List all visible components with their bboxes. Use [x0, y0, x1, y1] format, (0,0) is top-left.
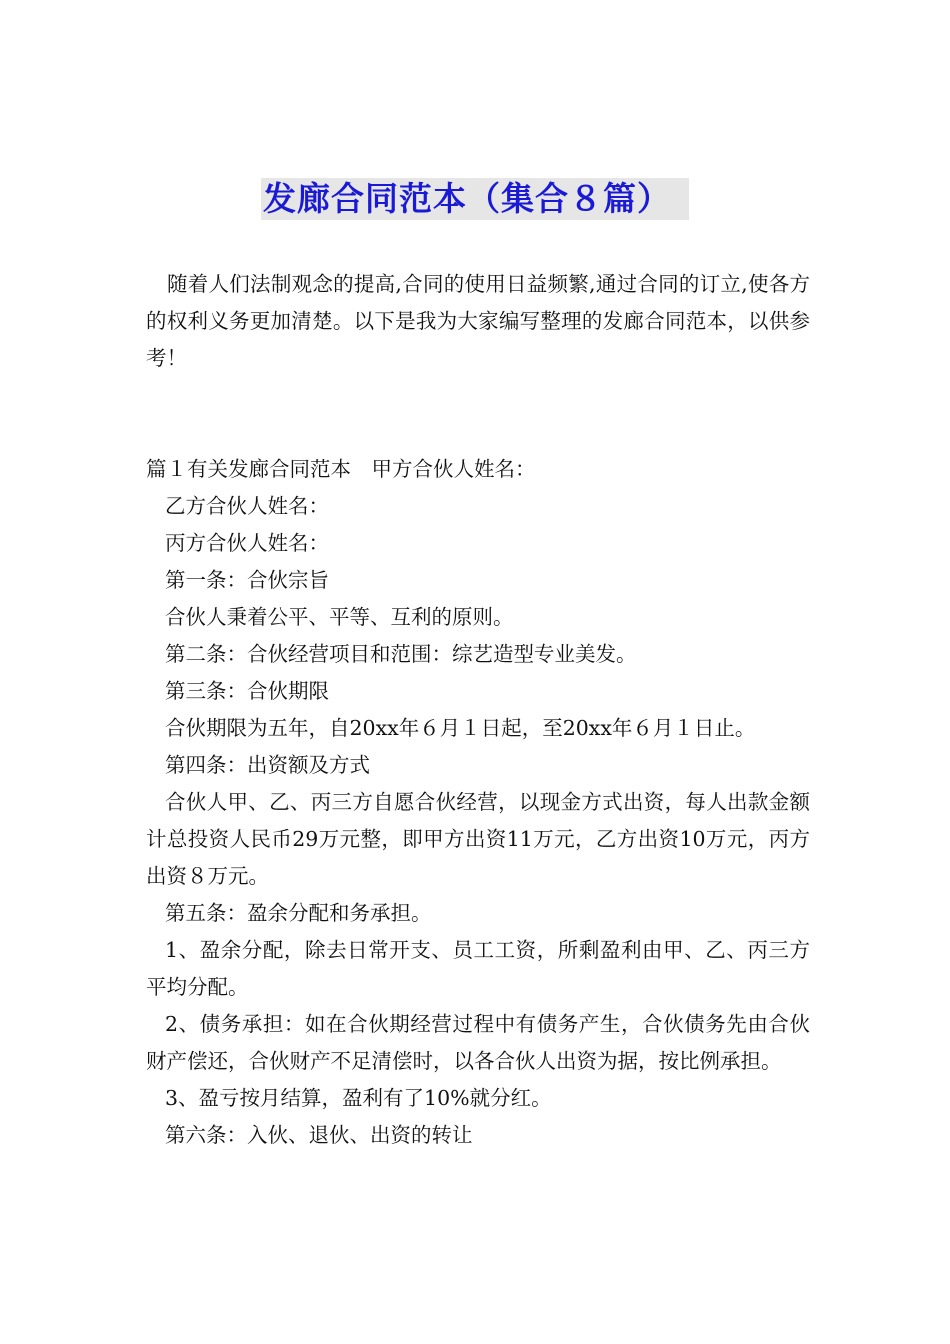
article-2: 第二条：合伙经营项目和范围：综艺造型专业美发。: [165, 642, 637, 666]
document-title: 发廊合同范本（集合８篇）: [261, 178, 689, 220]
document-body: [146, 266, 810, 1154]
article-3-heading: 第三条：合伙期限: [165, 679, 329, 703]
paragraph-party-c: 丙方合伙人姓名：: [165, 531, 329, 555]
article-1-body: 合伙人秉着公平、平等、互利的原则。: [165, 605, 514, 629]
title-container: [0, 178, 950, 220]
article-6-heading: 第六条：入伙、退伙、出资的转让: [165, 1123, 473, 1147]
intro-paragraph: 随着人们法制观念的提高,合同的使用日益频繁,通过合同的订立,使各方的权利义务更加清楚。以下是我为大家编写整理的发廊合同范本，以供参考！: [146, 272, 810, 370]
article-1-heading: 第一条：合伙宗旨: [165, 568, 329, 592]
section-gap: [146, 377, 810, 451]
article-5-item-3: 3、盈亏按月结算，盈利有了10%就分红。: [165, 1086, 552, 1110]
article-5-item-2: 2、债务承担：如在合伙期经营过程中有债务产生，合伙债务先由合伙财产偿还，合伙财产不足清偿时，以各合伙人出资为据，按比例承担。: [146, 1012, 810, 1073]
article-4-heading: 第四条：出资额及方式: [165, 753, 370, 777]
article-4-body: 合伙人甲、乙、丙三方自愿合伙经营，以现金方式出资，每人出款金额计总投资人民币29万元整，即甲方出资11万元，乙方出资10万元，丙方出资８万元。: [146, 790, 810, 888]
article-5-heading: 第五条：盈余分配和务承担。: [165, 901, 432, 925]
article-3-body: 合伙期限为五年，自20xx年６月１日起，至20xx年６月１日止。: [165, 716, 756, 740]
article-5-item-1: 1、盈余分配，除去日常开支、员工工资，所剩盈利由甲、乙、丙三方平均分配。: [146, 938, 810, 999]
section-heading: 篇１有关发廊合同范本 甲方合伙人姓名：: [146, 457, 536, 481]
paragraph-party-b: 乙方合伙人姓名：: [165, 494, 329, 518]
